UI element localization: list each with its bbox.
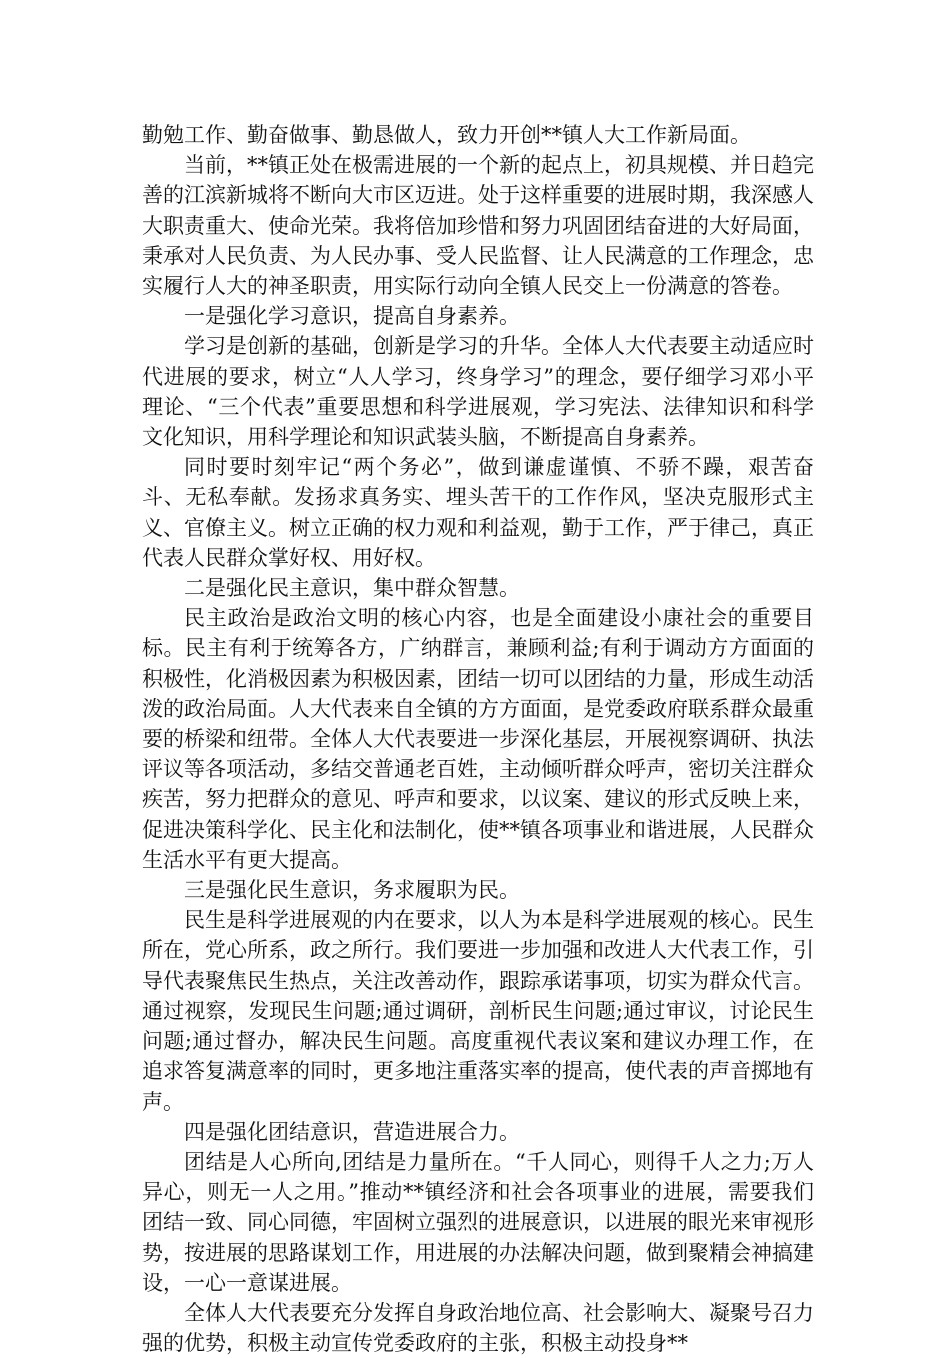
paragraph-2: 当前，**镇正处在极需进展的一个新的起点上，初具规模、并日趋完善的江滨新城将不断向大市区迈进。处于这样重要的进展时期，我深感人大职责重大、使命光荣。我将倍加珍惜和努力巩固团结奋进的大好局面，秉承对人民负责、为人民办事、受人民监督、让人民满意的工作理念，忠实履行人大的神圣职责，用实际行动向全镇人民交上一份满意的答卷。 — [142, 153, 814, 299]
section-heading-3: 三是强化民生意识，务求履职为民。 — [184, 878, 520, 903]
paragraph-7: 团结是人心所向,团结是力量所在。“千人同心，则得千人之力;万人异心，则无一人之用。”推动**镇经济和社会各项事业的进展，需要我们团结一致、同心同德，牢固树立强烈的进展意识，以进展的眼光来审视形势，按进展的思路谋划工作，用进展的办法解决问题，做到聚精会神搞建设，一心一意谋进展。 — [142, 1149, 814, 1295]
document-body — [142, 120, 814, 1358]
paragraph-4: 同时要时刻牢记“两个务必”，做到谦虚谨慎、不骄不躁，艰苦奋斗、无私奉献。发扬求真务实、埋头苦干的工作作风，坚决克服形式主义、官僚主义。树立正确的权力观和利益观，勤于工作，严于律己，真正代表人民群众掌好权、用好权。 — [142, 455, 814, 570]
section-heading-2: 二是强化民主意识，集中群众智慧。 — [184, 576, 520, 601]
paragraph-8: 全体人大代表要充分发挥自身政治地位高、社会影响大、凝聚号召力强的优势，积极主动宣传党委政府的主张，积极主动投身** — [142, 1300, 814, 1356]
paragraph-6: 民生是科学进展观的内在要求，以人为本是科学进展观的核心。民生所在，党心所系，政之所行。我们要进一步加强和改进人大代表工作，引导代表聚焦民生热点，关注改善动作，跟踪承诺事项，切实为群众代言。通过视察，发现民生问题;通过调研，剖析民生问题;通过审议，讨论民生问题;通过督办，解决民生问题。高度重视代表议案和建议办理工作，在追求答复满意率的同时，更多地注重落实率的提高，使代表的声音掷地有声。 — [142, 908, 814, 1114]
section-heading-1: 一是强化学习意识，提高自身素养。 — [184, 304, 520, 329]
paragraph-3: 学习是创新的基础，创新是学习的升华。全体人大代表要主动适应时代进展的要求，树立“人人学习，终身学习”的理念，要仔细学习邓小平理论、“三个代表”重要思想和科学进展观，学习宪法、法律知识和科学文化知识，用科学理论和知识武装头脑，不断提高自身素养。 — [142, 334, 814, 450]
section-heading-4: 四是强化团结意识，营造进展合力。 — [184, 1119, 520, 1144]
paragraph-5: 民主政治是政治文明的核心内容，也是全面建设小康社会的重要目标。民主有利于统筹各方，广纳群言，兼顾利益;有利于调动方方面面的积极性，化消极因素为积极因素，团结一切可以团结的力量，形成生动活泼的政治局面。人大代表来自全镇的方方面面，是党委政府联系群众最重要的桥梁和纽带。全体人大代表要进一步深化基层，开展视察调研、执法评议等各项活动，多结交普通老百姓，主动倾听群众呼声，密切关注群众疾苦，努力把群众的意见、呼声和要求，以议案、建议的形式反映上来，促进决策科学化、民主化和法制化，使**镇各项事业和谐进展，人民群众生活水平有更大提高。 — [142, 606, 814, 872]
paragraph-1: 勤勉工作、勤奋做事、勤恳做人，致力开创**镇人大工作新局面。 — [142, 123, 751, 147]
